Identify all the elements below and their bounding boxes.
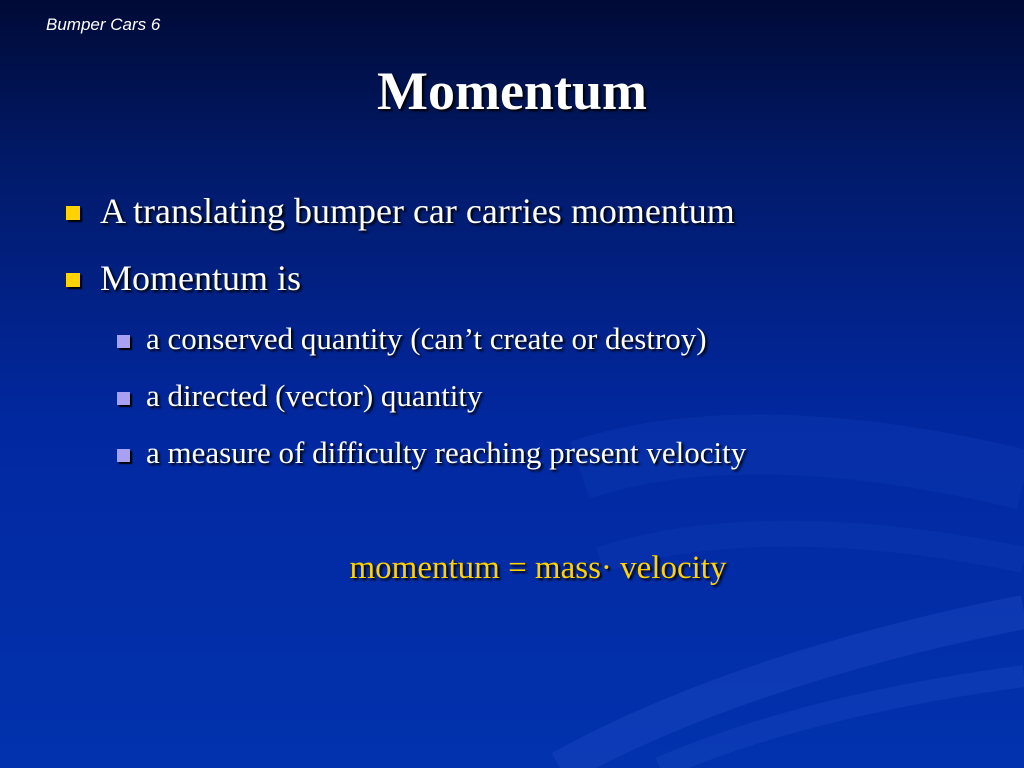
bullet-item: Momentum is [100,258,302,298]
sub-bullet-square-icon [117,449,130,462]
bullet-square-icon [66,273,80,287]
sub-bullet-square-icon [117,335,130,348]
sub-bullet-item: a directed (vector) quantity [146,378,483,413]
slide-header-label: Bumper Cars 6 [46,15,161,34]
momentum-formula: momentum = mass· velocity [349,550,727,586]
sub-bullet-item: a conserved quantity (can’t create or destroy) [146,321,707,356]
bullet-square-icon [66,206,80,220]
sub-bullet-item: a measure of difficulty reaching present velocity [146,435,747,470]
slide-title: Momentum [377,61,647,121]
sub-bullet-square-icon [117,392,130,405]
bullet-item: A translating bumper car carries momentum [100,191,735,231]
